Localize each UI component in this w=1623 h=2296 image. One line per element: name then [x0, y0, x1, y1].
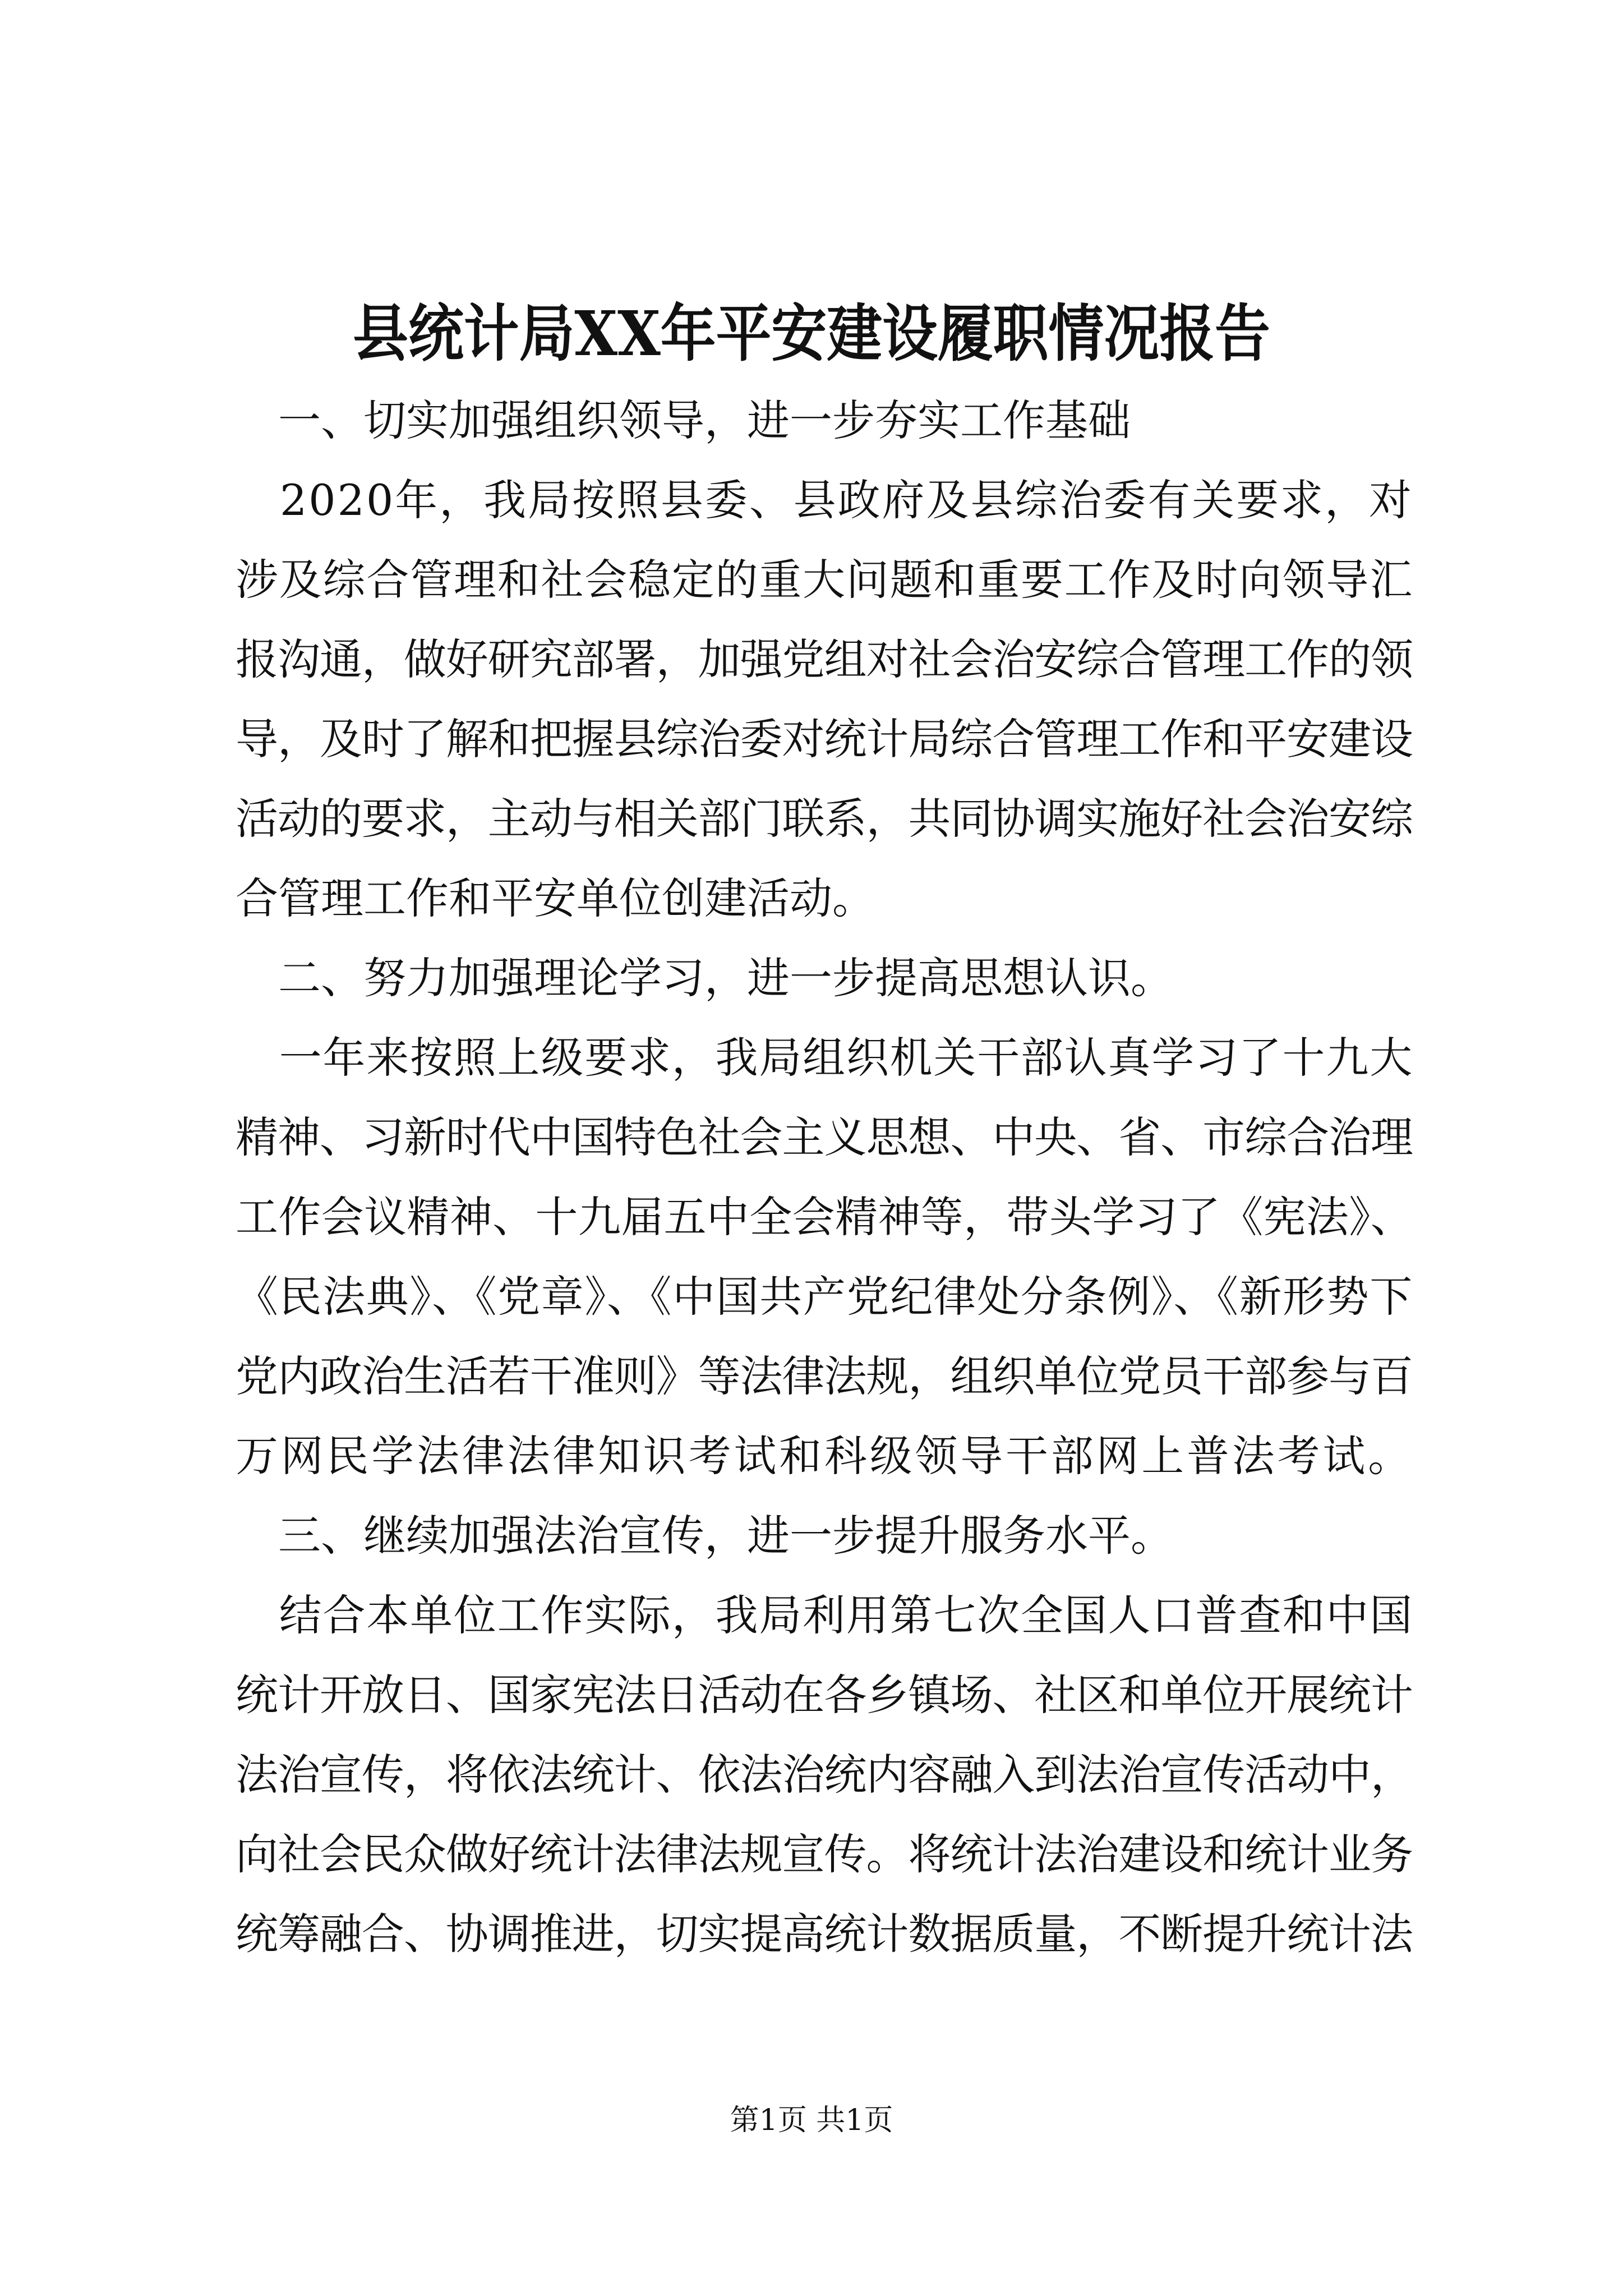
page-number-footer: 第1页 共1页 [730, 2104, 893, 2137]
document-title: 县统计局XX年平安建设履职情况报告 [353, 297, 1270, 370]
document-page: 县统计局XX年平安建设履职情况报告 一、切实加强组织领导，进一步夯实工作基础 2020年，我局按照县委、县政府及县综治委有关要求，对 涉及综合管理和社会稳定的重大问题和重要工作及时向领导汇 报沟通，做好研究部署，加强党组对社会治安综合管理工作的领 导，及时了解和把握县综治委对统计局综合管理工作和平安建设 活动的要求，主动与相关部门联系，共同协调实施好社会治安综 合管理工作和平安单位创建活动。 二、努力加强理论学习，进一步提高思想认识。 一年来按照上级要求，我局组织机关干部认真学习了十九大 精神、习新时代中国特色社会主义思想、中央、省、市综合治理 工作会议精神、十九届五中全会精神等，带头学习了《宪法》、 《民法典》、《党章》、《中国共产党纪律处分条例》、《新形势下 党内政治生活若干准则》等法律法规，组织单位党员干部参与百 万网民学法律法律知识考试和科级领导干部网上普法考试。 三、继续加强法治宣传，进一步提升服务水平。 结合本单位工作实际，我局利用第七次全国人口普查和中国 统计开放日、国家宪法日活动在各乡镇场、社区和单位开展统计 法治宣传，将依法统计、依法治统内容融入到法治宣传活动中， 向社会民众做好统计法律法规宣传。将统计法治建设和统计业务 统筹融合、协调推进，切实提高统计数据质量，不断提升统计法 第1页 共1页 [0, 0, 1623, 2296]
